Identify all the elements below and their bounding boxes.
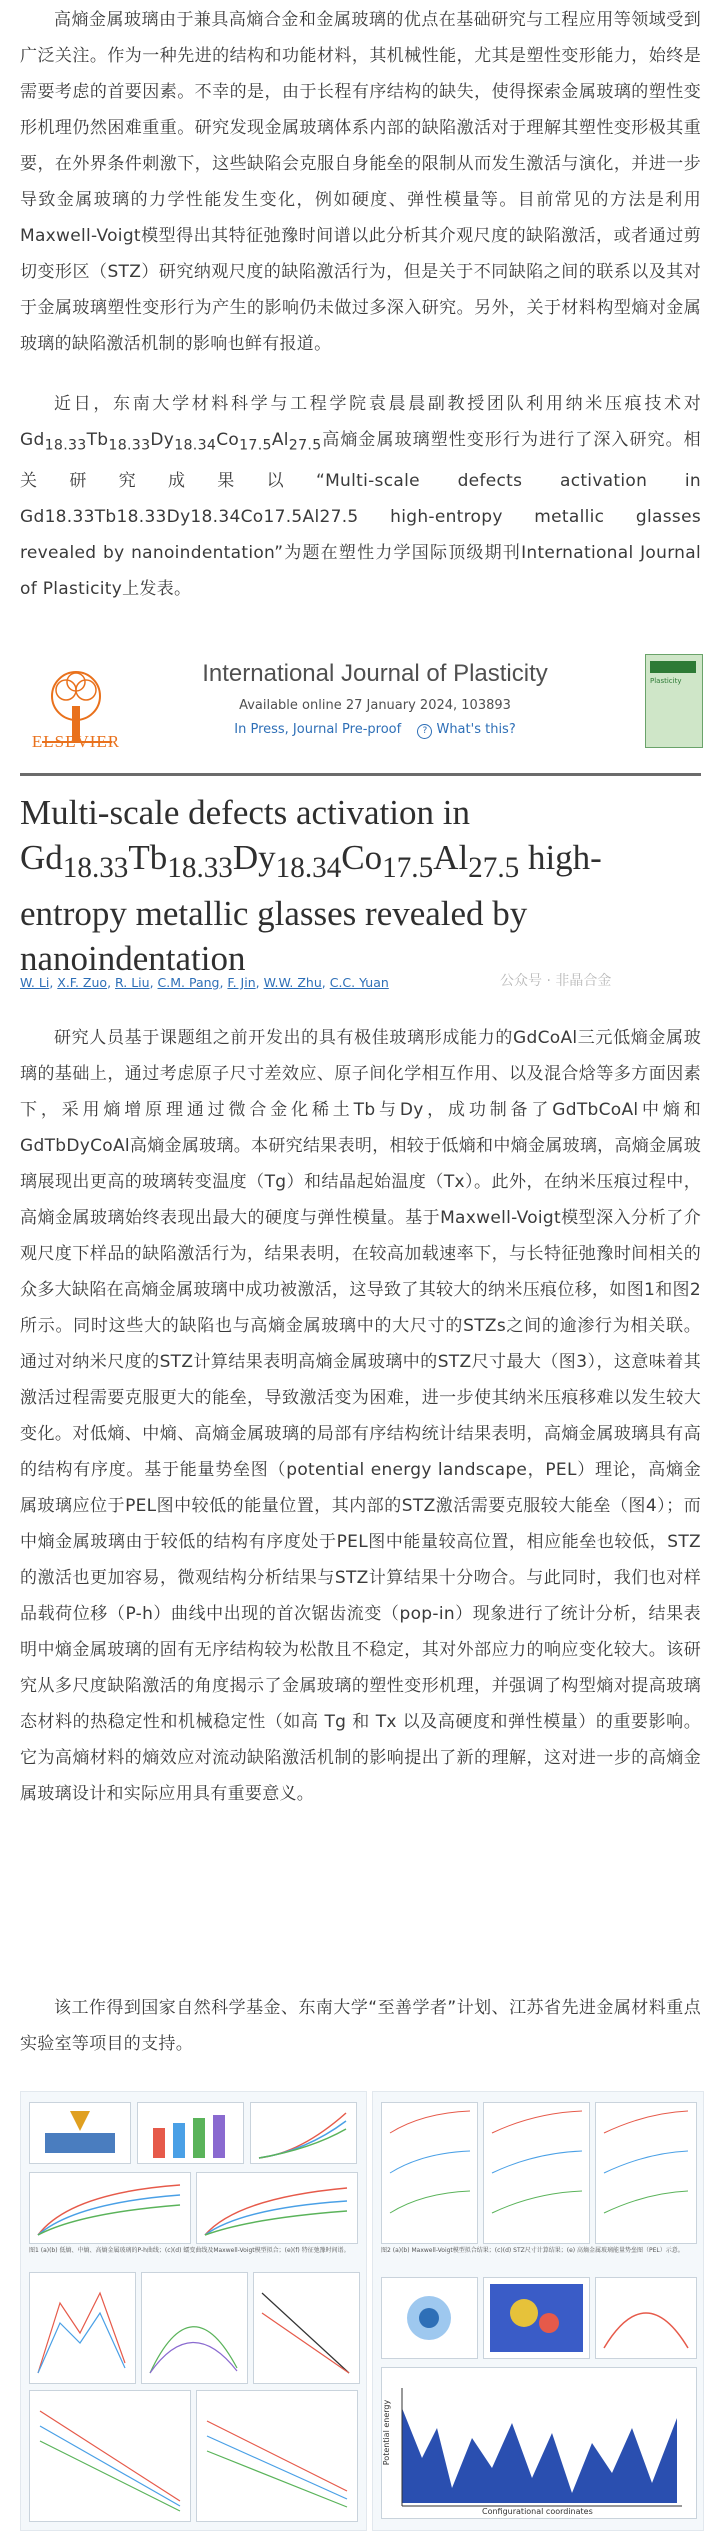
stz-schematic: [381, 2277, 478, 2359]
author-name[interactable]: C.C. Yuan: [329, 975, 389, 990]
pel-diagram: [381, 2367, 697, 2519]
hardness-bar-plot: [137, 2102, 244, 2164]
intro-paragraph: 高熵金属玻璃由于兼具高熵合金和金属玻璃的优点在基础研究与工程应用等领域受到广泛关注。作为一种先进的结构和功能材料，其机械性能，尤其是塑性变形能力，始终是需要考虑的首要因素。不幸的是，由于长程有序结构的缺失，使得探索金属玻璃的塑性变形机理仍然困难重重。研究发现金属玻璃体系内部的缺陷激活对于理解其塑性变形极其重要，在外界条件刺激下，这些缺陷会克服自身能垒的限制从而发生激活与演化，并进一步导致金属玻璃的力学性能发生变化，例如硬度、弹性模量等。目前常见的方法是利用Maxwell-Voigt模型得出其特征弛豫时间谱以此分析其介观尺度的缺陷激活，或者通过剪切变形区（STZ）研究纳观尺度的缺陷激活行为，但是关于不同缺陷之间的联系以及其对于金属玻璃塑性变形行为产生的影响仍未做过多深入研究。另外，关于材料构型熵对金属玻璃的缺陷激活机制的影响也鲜有报道。: [20, 10, 701, 354]
author-name[interactable]: X.F. Zuo: [57, 975, 108, 990]
composition-subscript: 17.5: [382, 852, 434, 884]
author-list: W. Li, X.F. Zuo, R. Liu, C.M. Pang, F. Jin, W.W. Zhu, C.C. Yuan: [20, 975, 389, 990]
mv-fit-plots-b: [483, 2102, 590, 2244]
news-paper-title: Multi-scale defects activation in Gd18.33Tb18.33Dy18.34Co17.5Al27.5 high-entropy metallic glasses revealed by nanoindentation: [20, 471, 701, 564]
figure-1-image[interactable]: [20, 2091, 367, 2531]
whats-this-link[interactable]: What's this?: [436, 722, 516, 737]
composition-element: Tb: [128, 838, 168, 877]
news-text-1: 近日，东南大学材料科学与工程学院袁晨晨副教授团队利用纳米压痕技术对: [54, 394, 701, 414]
journal-cover-label: Plasticity: [650, 677, 682, 685]
author-name[interactable]: C.M. Pang: [157, 975, 220, 990]
composition-element: Al: [433, 838, 469, 877]
news-journal-name: International Journal of Plasticity: [20, 543, 701, 600]
composition-subscript: 18.33: [167, 852, 233, 884]
figure-2-image[interactable]: [372, 2091, 704, 2531]
alloy-composition: [20, 430, 322, 454]
author-name[interactable]: R. Liu: [115, 975, 150, 990]
composition-subscript: 17.5: [239, 437, 272, 454]
spectrum-plot-b: [141, 2272, 248, 2384]
journal-cover-thumbnail[interactable]: [645, 654, 703, 748]
in-press-link[interactable]: In Press, Journal Pre-proof: [234, 722, 402, 737]
relaxation-time-plot-a: [29, 2390, 191, 2522]
mv-fit-plots-a: [381, 2102, 478, 2244]
news-paragraph: [20, 386, 701, 607]
composition-subscript: 27.5: [288, 437, 322, 454]
composition-subscript: 18.33: [44, 437, 87, 454]
composition-subscript: 27.5: [468, 852, 520, 884]
load-curve-plot: [250, 2102, 357, 2164]
wechat-watermark: 公众号 · 非晶合金: [500, 973, 612, 989]
pel-x-axis-label: Configurational coordinates: [482, 2507, 593, 2516]
composition-subscript: 18.34: [275, 852, 342, 884]
spectrum-plot-c: [253, 2272, 360, 2384]
journal-header: [20, 650, 701, 768]
relaxation-time-plot-b: [196, 2390, 358, 2522]
figure-2-caption: 图2 (a)(b) Maxwell-Voigt模型拟合结果；(c)(d) STZ尺寸计算结果；(e) 高熵金属玻璃能量势垒图（PEL）示意。: [381, 2247, 684, 2254]
composition-element: Gd: [20, 430, 45, 450]
indenter-schematic: [29, 2102, 131, 2164]
paper-title: Multi-scale defects activation in $Gd_{18.33}Tb_{18.33}Dy_{18.34}Co_{17.5}Al_{27.5}$ high- entropy metallic glasses revealed by nanoindentation: [20, 793, 602, 978]
composition-subscript: 18.33: [108, 437, 151, 454]
pel-y-axis-label: Potential energy: [382, 2399, 392, 2466]
research-paragraph: 研究人员基于课题组之前开发出的具有极佳玻璃形成能力的GdCoAl三元低熵金属玻璃的基础上，通过考虑原子尺寸差效应、原子间化学相互作用、以及混合焓等多方面因素下，采用熵增原理通过微合金化稀土Tb与Dy，成功制备了GdTbCoAl中熵和GdTbDyCoAl高熵金属玻璃。本研究结果表明，相较于低熵和中熵金属玻璃，高熵金属玻璃展现出更高的玻璃转变温度（Tg）和结晶起始温度（Tx）。此外，在纳米压痕过程中，高熵金属玻璃始终表现出最大的硬度与弹性模量。基于Maxwell-Voigt模型深入分析了介观尺度下样品的缺陷激活行为，结果表明，在较高加载速率下，与长特征弛豫时间相关的众多大缺陷在高熵金属玻璃中成功被激活，这导致了其较大的纳米压痕位移，如图1和图2所示。同时这些大的缺陷也与高熵金属玻璃中的大尺寸的STZs之间的逾渗行为相关联。通过对纳米尺度的STZ计算结果表明高熵金属玻璃中的STZ尺寸最大（图3），这意味着其激活过程需要克服更大的能垒，导致激活变为困难，进一步使其纳米压痕移难以发生较大变化。对低熵、中熵、高熵金属玻璃的局部有序结构统计结果表明，高熵金属玻璃具有高的结构有序度。基于能量势垒图（potential energy landscape，PEL）理论，高熵金属玻璃应位于PEL图中较低的能量位置，其内部的STZ激活需要克服较大能垒（图4）；而中熵金属玻璃由于较低的结构有序度处于PEL图中能量较高位置，相应能垒也较低，STZ的激活也更加容易，微观结构分析结果与STZ计算结果十分吻合。与此同时，我们也对样品载荷位移（P-h）曲线中出现的首次锯齿流变（pop-in）现象进行了统计分析，结果表明中熵金属玻璃的固有无序结构较为松散且不稳定，其对外部应力的响应变化较大。该研究从多尺度缺陷激活的角度揭示了金属玻璃的塑性变形机理，并强调了构型熵对提高玻璃态材料的热稳定性和机械稳定性（如高 Tg 和 Tx 以及高硬度和弹性模量）的重要影响。它为高熵材料的熵效应对流动缺陷激活机制的影响提出了新的理解，这对进一步的高熵金属玻璃设计和实际应用具有重要意义。: [20, 1028, 701, 1804]
funding-paragraph: 该工作得到国家自然科学基金、东南大学“至善学者”计划、江苏省先进金属材料重点实验室等项目的支持。: [20, 1998, 701, 2054]
composition-subscript: 18.33: [62, 852, 129, 884]
composition-element: Al: [271, 430, 289, 450]
creep-curve-plot-b: [196, 2172, 358, 2244]
mv-fit-plots-c: [595, 2102, 697, 2244]
spectrum-plot-a: [29, 2272, 136, 2384]
stz-heatmap: [483, 2277, 590, 2359]
publisher-name: ELSEVIER: [31, 732, 121, 751]
news-text-2: 高熵金属玻璃塑性变形行为进行了深入研究。相关研究成果以“: [20, 430, 701, 492]
composition-subscript: 18.34: [174, 437, 217, 454]
composition-element: Co: [341, 838, 383, 877]
author-name[interactable]: W. Li: [20, 975, 50, 990]
header-divider: [20, 773, 701, 776]
author-name[interactable]: F. Jin: [227, 975, 256, 990]
composition-element: Dy: [150, 430, 175, 450]
journal-status-links: [160, 722, 590, 739]
composition-element: Tb: [86, 430, 109, 450]
composition-element: Gd: [20, 838, 63, 877]
figure-1-caption: 图1 (a)(b) 低熵、中熵、高熵金属玻璃的P-h曲线；(c)(d) 蠕变曲线及Maxwell-Voigt模型拟合；(e)(f) 特征弛豫时间谱。: [29, 2247, 350, 2254]
composition-element: Dy: [232, 838, 276, 877]
title-composition: [20, 838, 520, 884]
creep-curve-plot-a: [29, 2172, 191, 2244]
available-online-date: Available online 27 January 2024, 103893: [239, 698, 511, 713]
author-name[interactable]: W.W. Zhu: [263, 975, 322, 990]
journal-title[interactable]: International Journal of Plasticity: [202, 660, 548, 687]
question-icon: ?: [417, 724, 432, 739]
news-text-3: ”为题在塑性力学国际顶级期刊: [274, 543, 522, 564]
news-text-4: 上发表。: [122, 579, 192, 600]
composition-element: Co: [216, 430, 240, 450]
transition-state-plot: [595, 2277, 697, 2359]
